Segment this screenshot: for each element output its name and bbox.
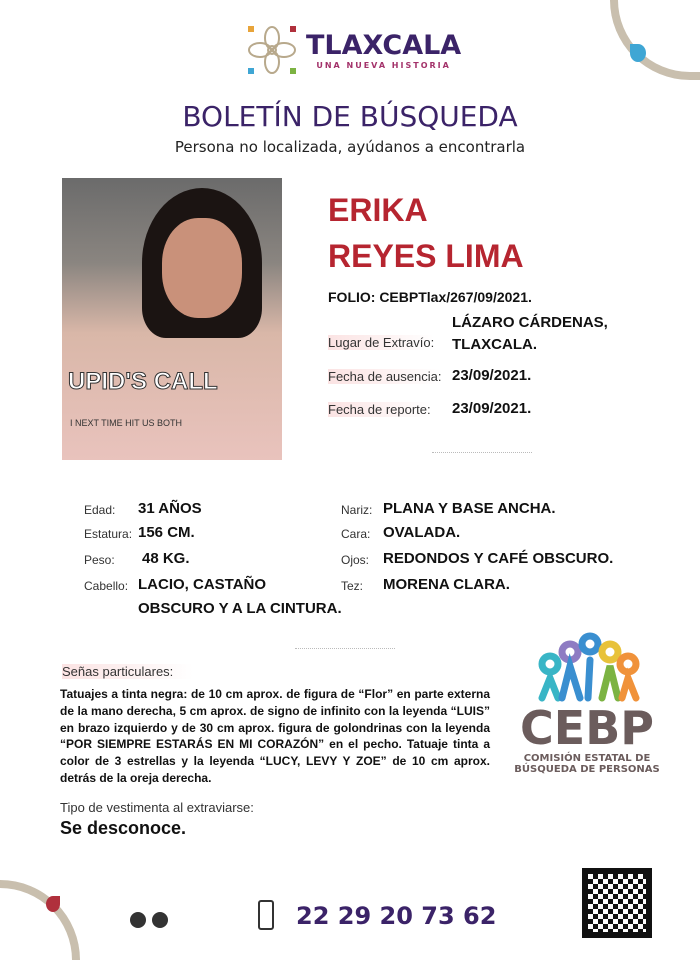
face-label: Cara: — [341, 527, 371, 541]
report-date: 23/09/2021. — [452, 400, 532, 417]
people-logo-icon — [532, 632, 642, 702]
logo-title: TLAXCALA — [306, 30, 462, 61]
marks-label: Señas particulares: — [62, 664, 193, 679]
skin-value: MORENA CLARA. — [383, 576, 510, 593]
twitter-icon[interactable] — [130, 912, 146, 928]
flower-logo-icon — [246, 24, 298, 76]
ornament-red-icon — [46, 896, 60, 912]
person-first-name: ERIKA — [328, 192, 428, 228]
logo-subtitle: UNA NUEVA HISTORIA — [316, 61, 451, 70]
hair-value: LACIO, CASTAÑO — [138, 576, 267, 593]
nose-value: PLANA Y BASE ANCHA. — [383, 500, 556, 517]
person-last-names: REYES LIMA — [328, 238, 524, 274]
contact-phone: 22 29 20 73 62 — [296, 902, 497, 930]
shirt-subtext: I NEXT TIME HIT US BOTH — [70, 418, 183, 428]
height-value: 156 CM. — [138, 524, 195, 541]
qr-code[interactable] — [582, 868, 652, 938]
divider — [295, 648, 395, 649]
hair-value-line2: OBSCURO Y A LA CINTURA. — [138, 600, 342, 617]
report-label: Fecha de reporte: — [328, 402, 431, 417]
corner-ornament-top-right — [610, 0, 700, 80]
age-value: 31 AÑOS — [138, 500, 202, 517]
face-value: OVALADA. — [383, 524, 461, 541]
absence-date: 23/09/2021. — [452, 367, 532, 384]
ornament-drop-icon — [630, 44, 646, 62]
tlaxcala-logo — [246, 24, 461, 76]
marks-text: Tatuajes a tinta negra: de 10 cm aprox. de figura de “Flor” en parte externa de la mano derecha, 5 cm aprox. de signo de infinito con la leyenda “LUIS” en brazo izquierdo y de 30 cm aprox. figura de golondrinas con la leyenda “POR SIEMPRE ESTARÁS EN MI CORAZÓN” en el pecho. Tatuaje tinta a color de 3 estrellas y la leyenda “LUCY, LEVY Y ZOE” de 10 cm aprox. detrás de la oreja derecha. — [60, 687, 490, 785]
skin-label: Tez: — [341, 579, 364, 593]
folio: FOLIO: CEBPTlax/267/09/2021. — [328, 289, 532, 305]
clothing-label: Tipo de vestimenta al extraviarse: — [60, 800, 254, 815]
weight-label: Peso: — [84, 553, 115, 567]
hair-label: Cabello: — [84, 579, 129, 593]
cebp-logo — [512, 632, 662, 775]
divider — [432, 452, 532, 453]
facebook-icon[interactable] — [152, 912, 168, 928]
height-label: Estatura: — [84, 527, 133, 541]
nose-label: Nariz: — [341, 503, 373, 517]
eyes-label: Ojos: — [341, 553, 370, 567]
corner-ornament-bottom-left — [0, 880, 80, 960]
cebp-line1: COMISIÓN ESTATAL DE — [523, 753, 651, 764]
place-line1: LÁZARO CÁRDENAS, — [452, 314, 608, 331]
place-label: Lugar de Extravío: — [328, 335, 435, 350]
age-label: Edad: — [84, 503, 116, 517]
cebp-line2: BÚSQUEDA DE PERSONAS — [514, 764, 660, 775]
bulletin-title: BOLETÍN DE BÚSQUEDA — [182, 100, 518, 133]
phone-icon — [258, 900, 274, 930]
weight-value: 48 KG. — [142, 550, 190, 567]
missing-person-photo — [62, 178, 282, 460]
eyes-value: REDONDOS Y CAFÉ OBSCURO. — [383, 550, 614, 567]
cebp-acronym: CEBP — [520, 701, 654, 755]
shirt-text: UPID'S CALL — [68, 368, 218, 395]
absence-label: Fecha de ausencia: — [328, 369, 442, 384]
bulletin-subtitle: Persona no localizada, ayúdanos a encontrarla — [174, 138, 526, 156]
clothing-value: Se desconoce. — [60, 818, 187, 838]
place-line2: TLAXCALA. — [452, 336, 537, 353]
